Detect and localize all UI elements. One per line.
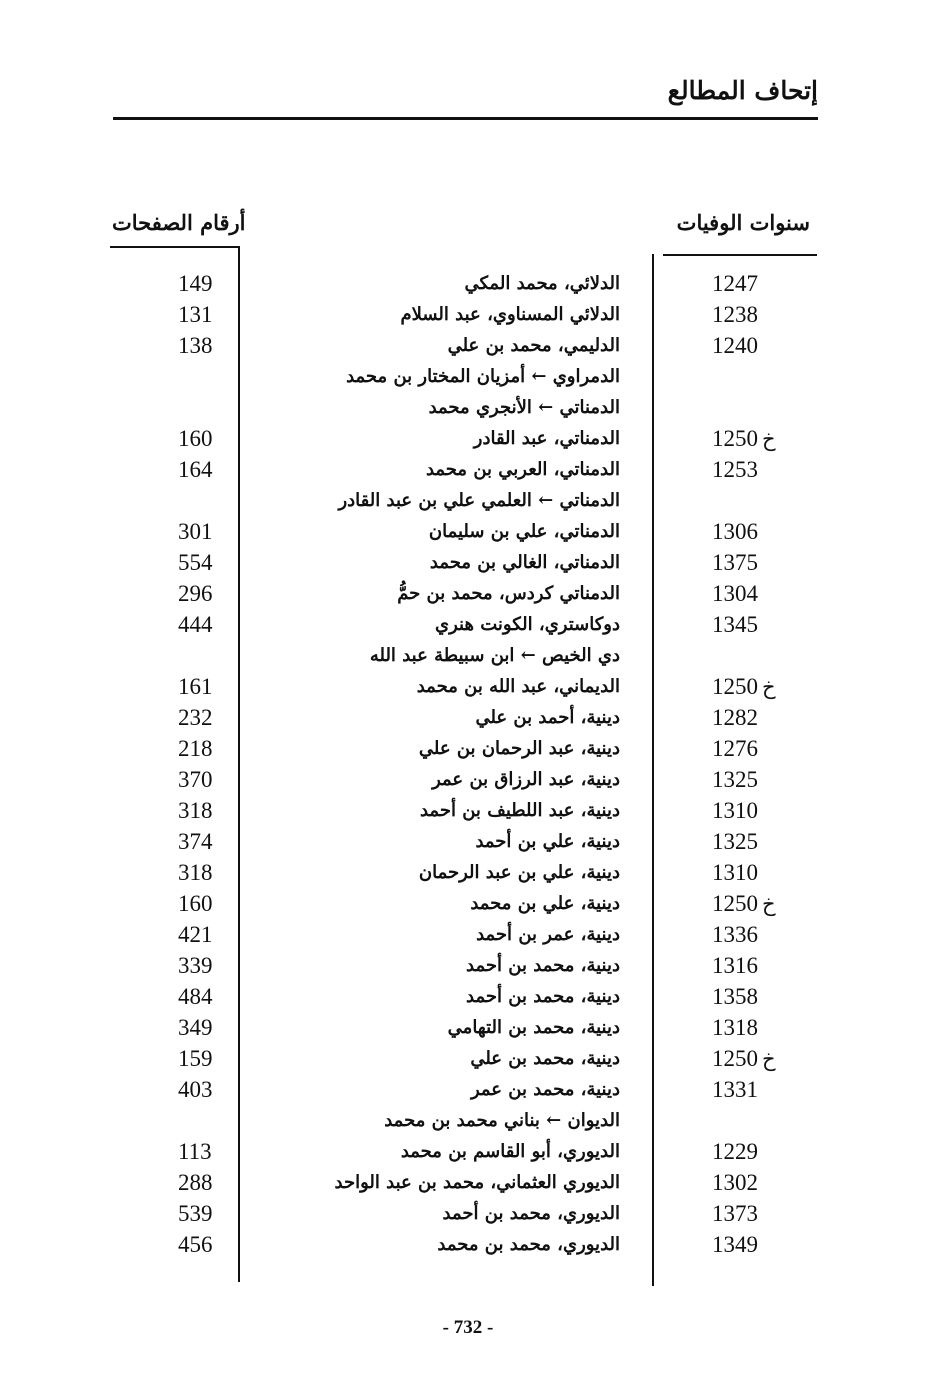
entry-name: دينية، علي بن عبد الرحمان	[418, 862, 620, 883]
index-list	[0, 268, 936, 1260]
page-number: 444	[178, 612, 213, 637]
index-row	[0, 888, 936, 919]
death-year: 1282	[712, 705, 758, 730]
entry-name: الدمناتي، الغالي بن محمد	[429, 552, 620, 573]
years-column-header: سنوات الوفيات	[676, 210, 810, 235]
index-row	[0, 330, 936, 361]
index-row	[0, 1136, 936, 1167]
index-row	[0, 1167, 936, 1198]
entry-name: دينية، محمد بن أحمد	[466, 955, 620, 976]
death-year: 1336	[712, 922, 758, 947]
page-number: 456	[178, 1232, 213, 1257]
death-year: 1304	[712, 581, 758, 606]
index-row	[0, 609, 936, 640]
page-number: 218	[178, 736, 213, 761]
entry-name: دينية، عبد الرزاق بن عمر	[432, 769, 620, 790]
entry-name: دينية، علي بن أحمد	[475, 831, 620, 852]
index-row	[0, 268, 936, 299]
entry-name: دينية، عبد الرحمان بن علي	[418, 738, 620, 759]
index-row	[0, 950, 936, 981]
death-year	[712, 485, 822, 517]
page-number: 161	[178, 674, 213, 699]
index-row	[0, 981, 936, 1012]
death-year	[712, 1105, 822, 1137]
death-year: 1310	[712, 860, 758, 885]
entry-name: الدمناتي، علي بن سليمان	[428, 521, 620, 542]
index-row	[0, 1074, 936, 1105]
page-number: 349	[178, 1015, 213, 1040]
page-number: 301	[178, 519, 213, 544]
death-year: 1358	[712, 984, 758, 1009]
page-number: 370	[178, 767, 213, 792]
approximate-mark: خ	[762, 675, 776, 699]
entry-name: دينية، عبد اللطيف بن أحمد	[419, 800, 620, 821]
death-year: 1250 خ	[712, 674, 776, 699]
index-row	[0, 671, 936, 702]
page-folio: - 732 -	[442, 1317, 494, 1338]
death-year: 1240	[712, 333, 758, 358]
pages-header-rule	[110, 246, 240, 248]
index-row	[0, 1105, 936, 1136]
death-year	[712, 392, 822, 424]
death-year: 1349	[712, 1232, 758, 1257]
page-number: 149	[178, 271, 213, 296]
death-year: 1331	[712, 1077, 758, 1102]
death-year: 1345	[712, 612, 758, 637]
index-row	[0, 1229, 936, 1260]
death-year: 1316	[712, 953, 758, 978]
entry-name: دينية، محمد بن أحمد	[466, 986, 620, 1007]
entry-name: الدلائي المسناوي، عبد السلام	[400, 304, 620, 325]
death-year: 1238	[712, 302, 758, 327]
page-number: 484	[178, 984, 213, 1009]
entry-name: دي الخيص ← ابن سبيطة عبد الله	[369, 645, 620, 666]
entry-name: دوكاستري، الكونت هنري	[435, 614, 620, 635]
death-year: 1250 خ	[712, 891, 776, 916]
entry-name: الدمناتي، عبد القادر	[473, 428, 620, 449]
entry-name: دينية، عمر بن أحمد	[476, 924, 620, 945]
death-year: 1250 خ	[712, 1046, 776, 1071]
entry-name: دينية، علي بن محمد	[470, 893, 620, 914]
index-row	[0, 919, 936, 950]
death-year: 1247	[712, 271, 758, 296]
entry-name: الدمناتي، العربي بن محمد	[425, 459, 620, 480]
index-row	[0, 547, 936, 578]
entry-name: دينية، محمد بن التهامي	[447, 1017, 620, 1038]
entry-name: الدمناتي ← العلمي علي بن عبد القادر	[338, 490, 620, 511]
approximate-mark: خ	[762, 1047, 776, 1071]
entry-name: الديوري، محمد بن محمد	[437, 1234, 620, 1255]
entry-name: الديماني، عبد الله بن محمد	[416, 676, 620, 697]
entry-name: الدمراوي ← أمزيان المختار بن محمد	[346, 366, 620, 387]
page-number: 554	[178, 550, 213, 575]
death-year: 1306	[712, 519, 758, 544]
index-row	[0, 392, 936, 423]
index-row	[0, 826, 936, 857]
death-year: 1276	[712, 736, 758, 761]
index-row	[0, 1043, 936, 1074]
entry-name: الديوري، محمد بن أحمد	[442, 1203, 620, 1224]
pages-column-header: أرقام الصفحات	[112, 210, 246, 235]
index-row	[0, 454, 936, 485]
page-number: 113	[178, 1139, 212, 1164]
entry-name: الديوري، أبو القاسم بن محمد	[400, 1141, 620, 1162]
entry-name: دينية، أحمد بن علي	[475, 707, 620, 728]
approximate-mark: خ	[762, 892, 776, 916]
death-year: 1373	[712, 1201, 758, 1226]
entry-name: الدمناتي كردس، محمد بن حمُّ	[397, 583, 620, 604]
entry-name: الديوان ← بناني محمد بن محمد	[384, 1110, 620, 1131]
page-number: 403	[178, 1077, 213, 1102]
index-row	[0, 640, 936, 671]
entry-name: دينية، محمد بن عمر	[470, 1079, 620, 1100]
death-year: 1325	[712, 767, 758, 792]
page-number: 288	[178, 1170, 213, 1195]
index-row	[0, 1198, 936, 1229]
death-year	[712, 640, 822, 672]
index-row	[0, 1012, 936, 1043]
index-row	[0, 795, 936, 826]
approximate-mark: خ	[762, 427, 776, 451]
page-number: 421	[178, 922, 213, 947]
page-number: 160	[178, 426, 213, 451]
index-row	[0, 702, 936, 733]
years-header-rule	[663, 254, 817, 256]
index-row	[0, 733, 936, 764]
page-number: 318	[178, 798, 213, 823]
page-number: 164	[178, 457, 213, 482]
entry-name: الدليمي، محمد بن علي	[447, 335, 620, 356]
death-year: 1302	[712, 1170, 758, 1195]
page-number: 159	[178, 1046, 213, 1071]
index-row	[0, 516, 936, 547]
page-number: 318	[178, 860, 213, 885]
death-year: 1229	[712, 1139, 758, 1164]
entry-name: دينية، محمد بن علي	[470, 1048, 620, 1069]
death-year	[712, 361, 822, 393]
index-row	[0, 361, 936, 392]
entry-name: الديوري العثماني، محمد بن عبد الواحد	[334, 1172, 620, 1193]
death-year: 1318	[712, 1015, 758, 1040]
running-title: إتحاف المطالع	[667, 76, 818, 105]
entry-name: الدمناتي ← الأنجري محمد	[428, 397, 620, 418]
death-year: 1375	[712, 550, 758, 575]
death-year: 1250 خ	[712, 426, 776, 451]
index-row	[0, 423, 936, 454]
page-number: 232	[178, 705, 213, 730]
index-row	[0, 857, 936, 888]
index-row	[0, 578, 936, 609]
page-number: 374	[178, 829, 213, 854]
page-number: 138	[178, 333, 213, 358]
death-year: 1325	[712, 829, 758, 854]
entry-name: الدلائي، محمد المكي	[464, 273, 620, 294]
header-rule	[113, 117, 818, 120]
index-row	[0, 764, 936, 795]
page-number: 131	[178, 302, 213, 327]
index-row	[0, 299, 936, 330]
death-year: 1310	[712, 798, 758, 823]
page-number: 296	[178, 581, 213, 606]
page-number: 539	[178, 1201, 213, 1226]
page-number: 160	[178, 891, 213, 916]
index-row	[0, 485, 936, 516]
death-year: 1253	[712, 457, 758, 482]
page-number: 339	[178, 953, 213, 978]
